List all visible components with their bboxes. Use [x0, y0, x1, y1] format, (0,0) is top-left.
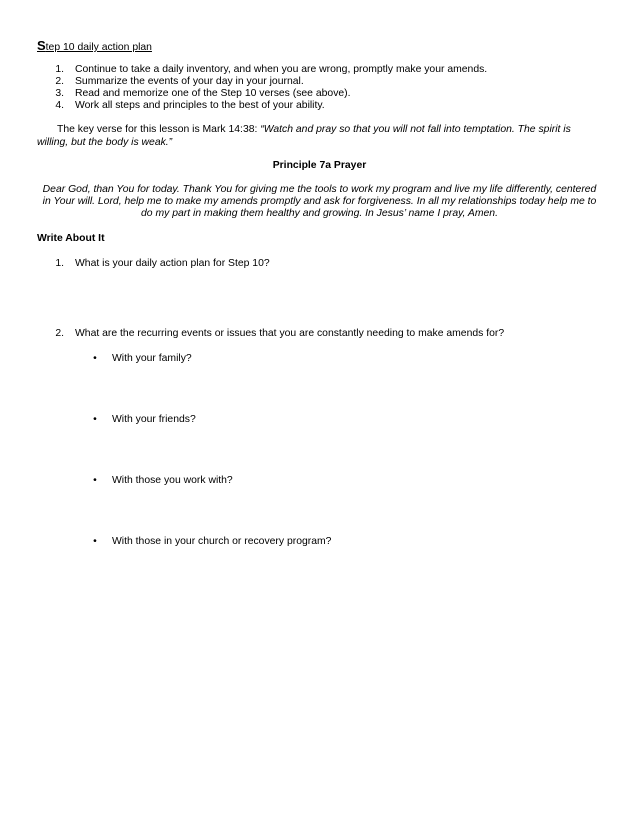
question-number: 1.	[55, 258, 64, 269]
question-number: 2.	[55, 328, 64, 339]
key-verse-quote: “Watch and pray so that you will not fall into temptation. The spirit is	[260, 124, 571, 135]
plan-item-text: Continue to take a daily inventory, and when you are wrong, promptly make your amends.	[75, 64, 488, 75]
bullet-item: With those in your church or recovery program?	[112, 536, 332, 547]
key-verse-line2: willing, but the body is weak.”	[37, 137, 173, 148]
plan-item-text: Summarize the events of your day in your journal.	[75, 76, 304, 87]
heading-first-letter: S	[37, 38, 46, 53]
plan-item-number: 1.	[55, 64, 64, 75]
plan-item-text: Read and memorize one of the Step 10 verses (see above).	[75, 88, 351, 99]
plan-item-number: 2.	[55, 76, 64, 87]
prayer-line: do my part in making them healthy and growing. In Jesus’ name I pray, Amen.	[141, 208, 498, 219]
question-text: What is your daily action plan for Step 10?	[75, 258, 270, 269]
prayer-line: Dear God, than You for today. Thank You for giving me the tools to work my program and live my life differently, centered	[42, 184, 597, 195]
plan-item-text: Work all steps and principles to the best of your ability.	[75, 100, 325, 111]
write-about-title: Write About It	[37, 233, 105, 244]
prayer-title: Principle 7a Prayer	[272, 160, 367, 171]
bullet-marker: •	[93, 536, 97, 547]
heading-rest: tep 10 daily action plan	[45, 42, 152, 53]
bullet-marker: •	[93, 475, 97, 486]
bullet-marker: •	[93, 353, 97, 364]
bullet-item: With those you work with?	[112, 475, 233, 486]
prayer-line: in Your will. Lord, help me to make my amends promptly and ask for forgiveness. In all my relationships today help me to	[42, 196, 597, 207]
section-heading	[37, 38, 152, 53]
key-verse-line1	[57, 124, 571, 135]
plan-item-number: 4.	[55, 100, 64, 111]
bullet-marker: •	[93, 414, 97, 425]
key-verse-intro: The key verse for this lesson is Mark 14:38:	[57, 124, 261, 135]
bullet-item: With your family?	[112, 353, 192, 364]
question-text: What are the recurring events or issues that you are constantly needing to make amends for?	[75, 328, 505, 339]
plan-item-number: 3.	[55, 88, 64, 99]
bullet-item: With your friends?	[112, 414, 196, 425]
